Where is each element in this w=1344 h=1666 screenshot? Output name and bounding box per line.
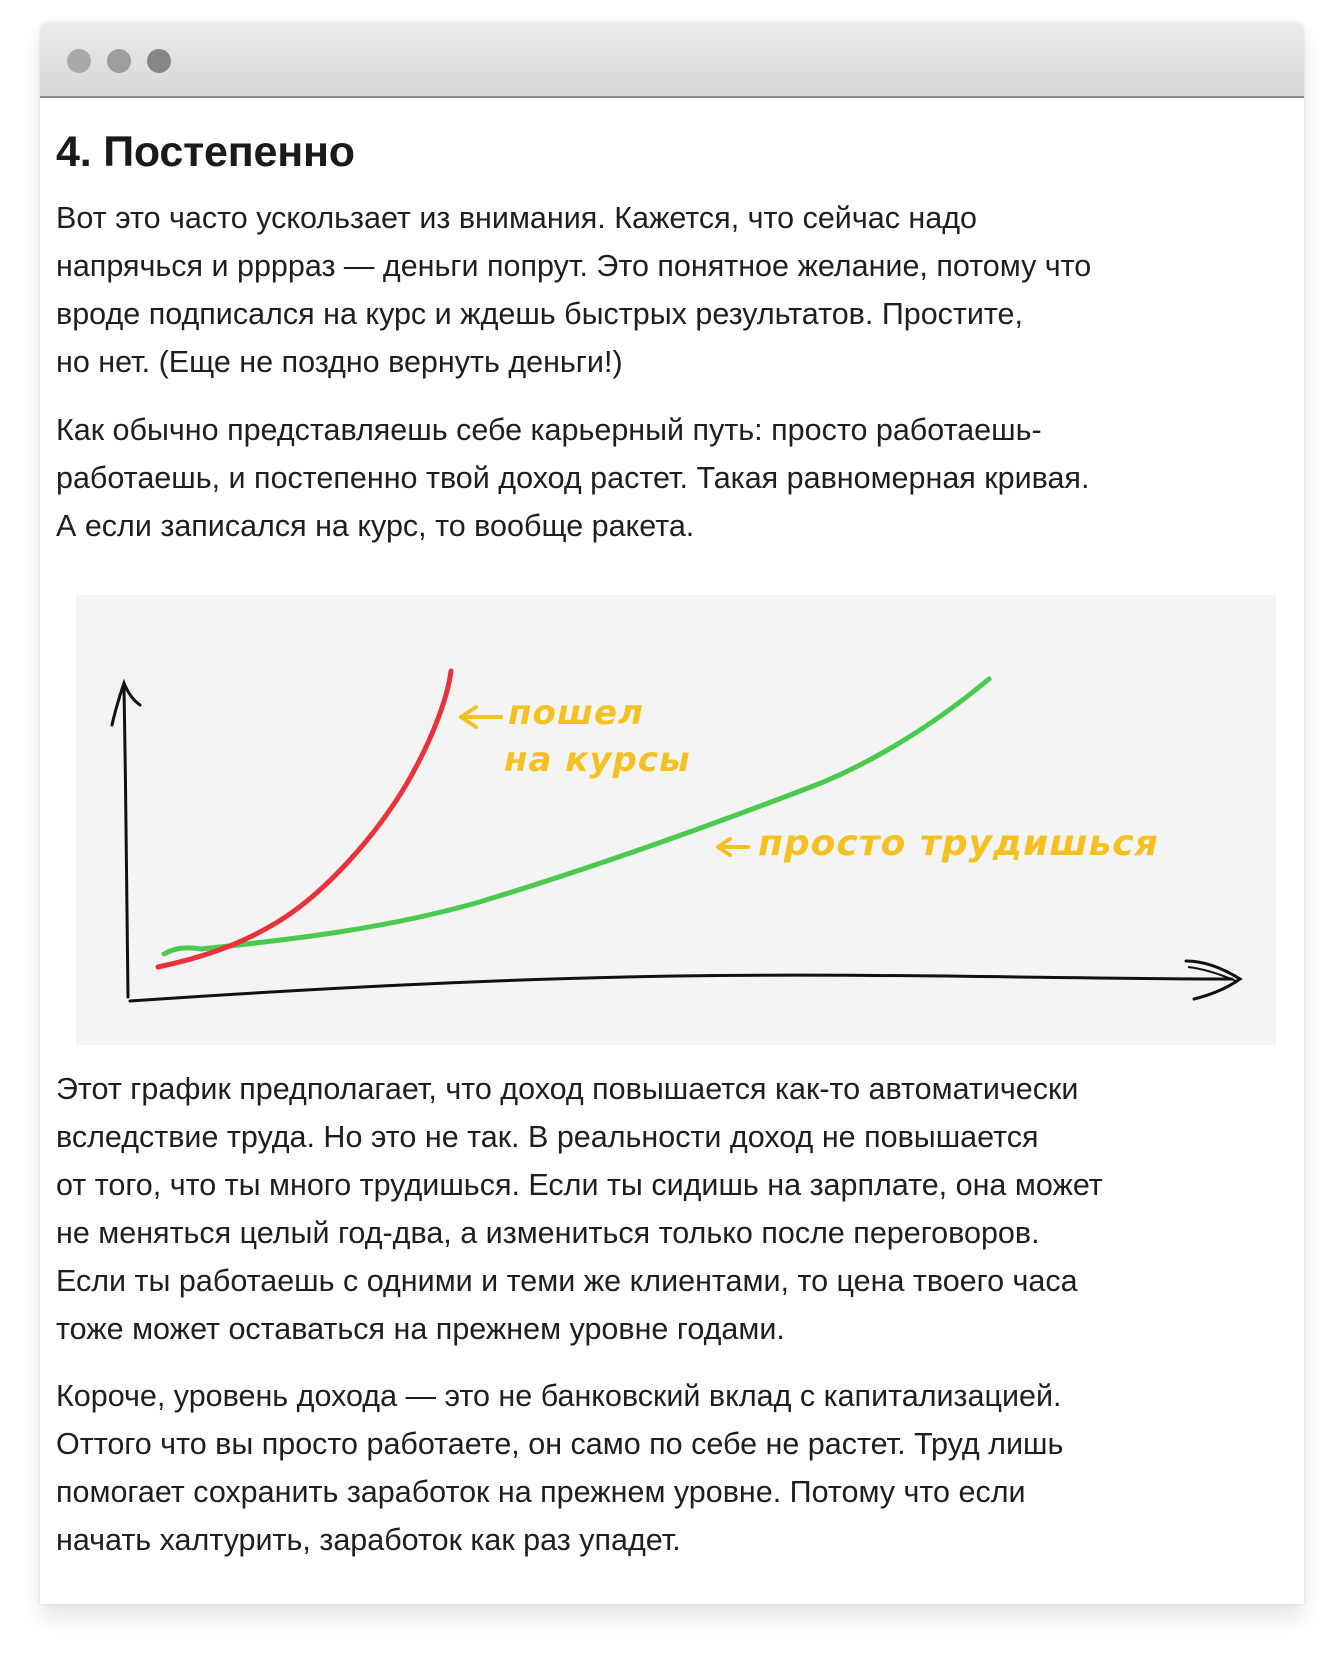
paragraph-career-path — [56, 406, 1196, 550]
text-line: Короче, уровень дохода — это не банковский вклад с капитализацией. — [56, 1379, 1062, 1413]
text-line: работаешь, и постепенно твой доход растет. Такая равномерная кривая. — [56, 461, 1090, 495]
chart-drawing — [76, 595, 1276, 1045]
text-line: помогает сохранить заработок на прежнем уровне. Потому что если — [56, 1475, 1026, 1509]
income-sketch-chart — [76, 595, 1276, 1045]
y-axis — [124, 687, 128, 997]
text-line: напрячься и рррраз — деньги попрут. Это понятное желание, потому что — [56, 249, 1092, 283]
paragraph-graph-explanation — [56, 1065, 1196, 1353]
text-line: Как обычно представляешь себе карьерный путь: просто работаешь- — [56, 413, 1042, 447]
annotation-red-line1: пошел — [508, 693, 644, 733]
paragraph-intro — [56, 194, 1196, 386]
text-line: начать халтурить, заработок как раз упадет. — [56, 1523, 681, 1557]
text-line: Если ты работаешь с одними и теми же клиентами, то цена твоего часа — [56, 1264, 1078, 1298]
text-line: вследствие труда. Но это не так. В реальности доход не повышается — [56, 1120, 1039, 1154]
annotation-green: просто трудишься — [758, 823, 1159, 864]
red-curve — [158, 671, 451, 967]
text-line: Оттого что вы просто работаете, он само по себе не растет. Труд лишь — [56, 1427, 1064, 1461]
y-axis-arrowhead-icon — [112, 683, 140, 725]
paragraph-conclusion — [56, 1372, 1196, 1564]
window-titlebar — [40, 22, 1304, 98]
text-line: от того, что ты много трудишься. Если ты сидишь на зарплате, она может — [56, 1168, 1103, 1202]
text-line: А если записался на курс, то вообще ракета. — [56, 509, 695, 543]
red-label-arrow-icon — [461, 707, 501, 727]
section-heading: 4. Постепенно — [56, 128, 355, 176]
green-label-arrow-icon — [718, 839, 748, 855]
text-line: не меняться целый год-два, а измениться только после переговоров. — [56, 1216, 1040, 1250]
annotation-red-line2: на курсы — [504, 740, 691, 780]
window-minimize-button[interactable] — [107, 49, 131, 73]
text-line: вроде подписался на курс и ждешь быстрых результатов. Простите, — [56, 297, 1023, 331]
text-line: тоже может оставаться на прежнем уровне годами. — [56, 1312, 785, 1346]
text-line: Вот это часто ускользает из внимания. Кажется, что сейчас надо — [56, 201, 977, 235]
window-close-button[interactable] — [67, 49, 91, 73]
text-line: но нет. (Еще не поздно вернуть деньги!) — [56, 345, 623, 379]
text-line: Этот график предполагает, что доход повышается как-то автоматически — [56, 1072, 1079, 1106]
window-zoom-button[interactable] — [147, 49, 171, 73]
x-axis — [130, 975, 1232, 1001]
